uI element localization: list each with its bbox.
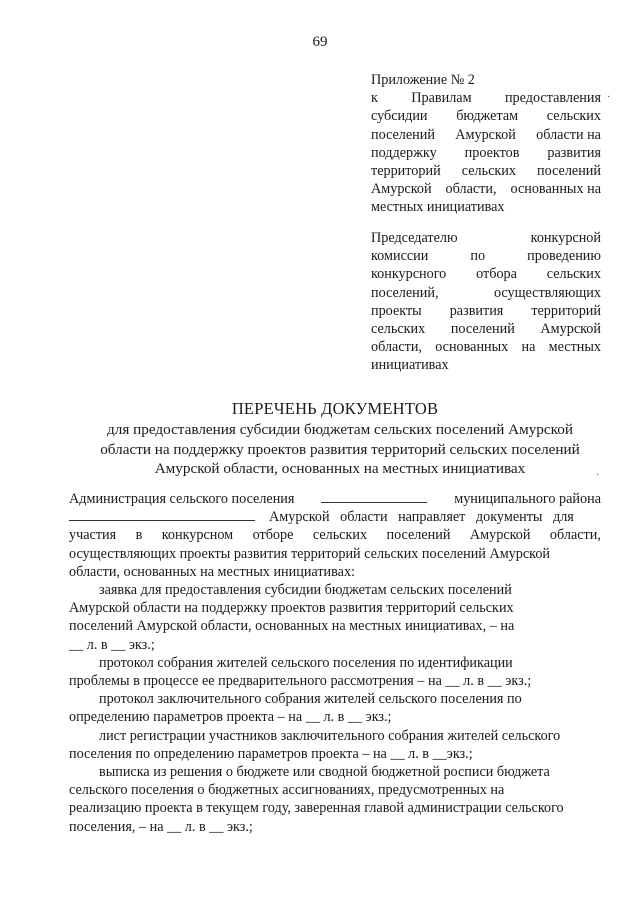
annex-line: поддержку проектов развития (371, 144, 601, 161)
list-item-line: лист регистрации участников заключительного собрания жителей сельского (99, 727, 561, 744)
list-item-line: реализацию проекта в текущем году, заверенная главой администрации сельского (69, 800, 564, 817)
addressee-line: поселений, осуществляющих (371, 284, 601, 301)
addressee-line: конкурсного отбора сельских (371, 266, 601, 283)
document-subtitle (60, 420, 620, 479)
list-item-line: выписка из решения о бюджете или сводной бюджетной росписи бюджета (99, 764, 550, 781)
annex-line: поселений Амурской области на (371, 126, 601, 143)
blank-field (69, 508, 255, 521)
annex-line: субсидии бюджетам сельских (371, 108, 601, 125)
annex-header (371, 71, 601, 217)
annex-line: территорий сельских поселений (371, 163, 601, 180)
body-line: осуществляющих проекты развития территорий сельских поселений Амурской (69, 545, 551, 562)
annex-line: Амурской области, основанных на (371, 181, 601, 198)
list-item-line: поселения по определению параметров проекта – на __ л. в __экз.; (69, 745, 473, 762)
list-item-line: Амурской области на поддержку проектов развития территорий сельских (69, 600, 514, 617)
scan-speck: · (607, 92, 611, 103)
subtitle-line: области на поддержку проектов развития территорий сельских поселений (100, 440, 580, 458)
list-item-line: протокол собрания жителей сельского поселения по идентификации (99, 654, 513, 671)
list-item-line: поселения, – на __ л. в __ экз.; (69, 818, 253, 835)
subtitle-line: Амурской области, основанных на местных инициативах (154, 460, 526, 477)
list-item-line: заявка для предоставления субсидии бюджетам сельских поселений (99, 582, 512, 599)
body-line: Администрация сельского поселения муниципального района (69, 491, 601, 507)
addressee-line: области, основанных на местных (371, 339, 601, 356)
subtitle-line: для предоставления субсидии бюджетам сельских поселений Амурской (107, 421, 573, 438)
body-line: области, основанных на местных инициативах: (69, 563, 355, 580)
list-item-line: __ л. в __ экз.; (69, 636, 155, 653)
addressee-block (371, 229, 601, 375)
addressee-line: инициативах (371, 357, 449, 374)
blank-field (321, 490, 427, 503)
body-line: Амурской области направляет документы для (69, 508, 601, 526)
addressee-line: комиссии по проведению (371, 248, 601, 265)
document-body (69, 490, 601, 836)
addressee-line: проекты развития территорий (371, 302, 601, 319)
list-item-line: поселений Амурской области, основанных на местных инициативах, – на (69, 618, 515, 635)
addressee-line: сельских поселений Амурской (371, 321, 601, 338)
list-item-line: сельского поселения о бюджетных ассигнованиях, предусмотренных на (69, 782, 505, 799)
annex-line: местных инициативах (371, 199, 505, 216)
list-item-line: протокол заключительного собрания жителей сельского поселения по (99, 691, 522, 708)
annex-line: к Правилам предоставления (371, 90, 601, 107)
addressee-line: Председателю конкурсной (371, 230, 601, 246)
list-item-line: проблемы в процессе ее предварительного рассмотрения – на __ л. в __ экз.; (69, 673, 532, 690)
annex-title: Приложение № 2 (371, 72, 475, 88)
document-title: ПЕРЕЧЕНЬ ДОКУМЕНТОВ (231, 399, 439, 418)
scan-speck: · (596, 470, 600, 481)
list-item-line: определению параметров проекта – на __ л. в __ экз.; (69, 709, 392, 726)
body-line: участия в конкурсном отборе сельских поселений Амурской области, (69, 527, 601, 544)
page-number: 69 (312, 34, 328, 50)
